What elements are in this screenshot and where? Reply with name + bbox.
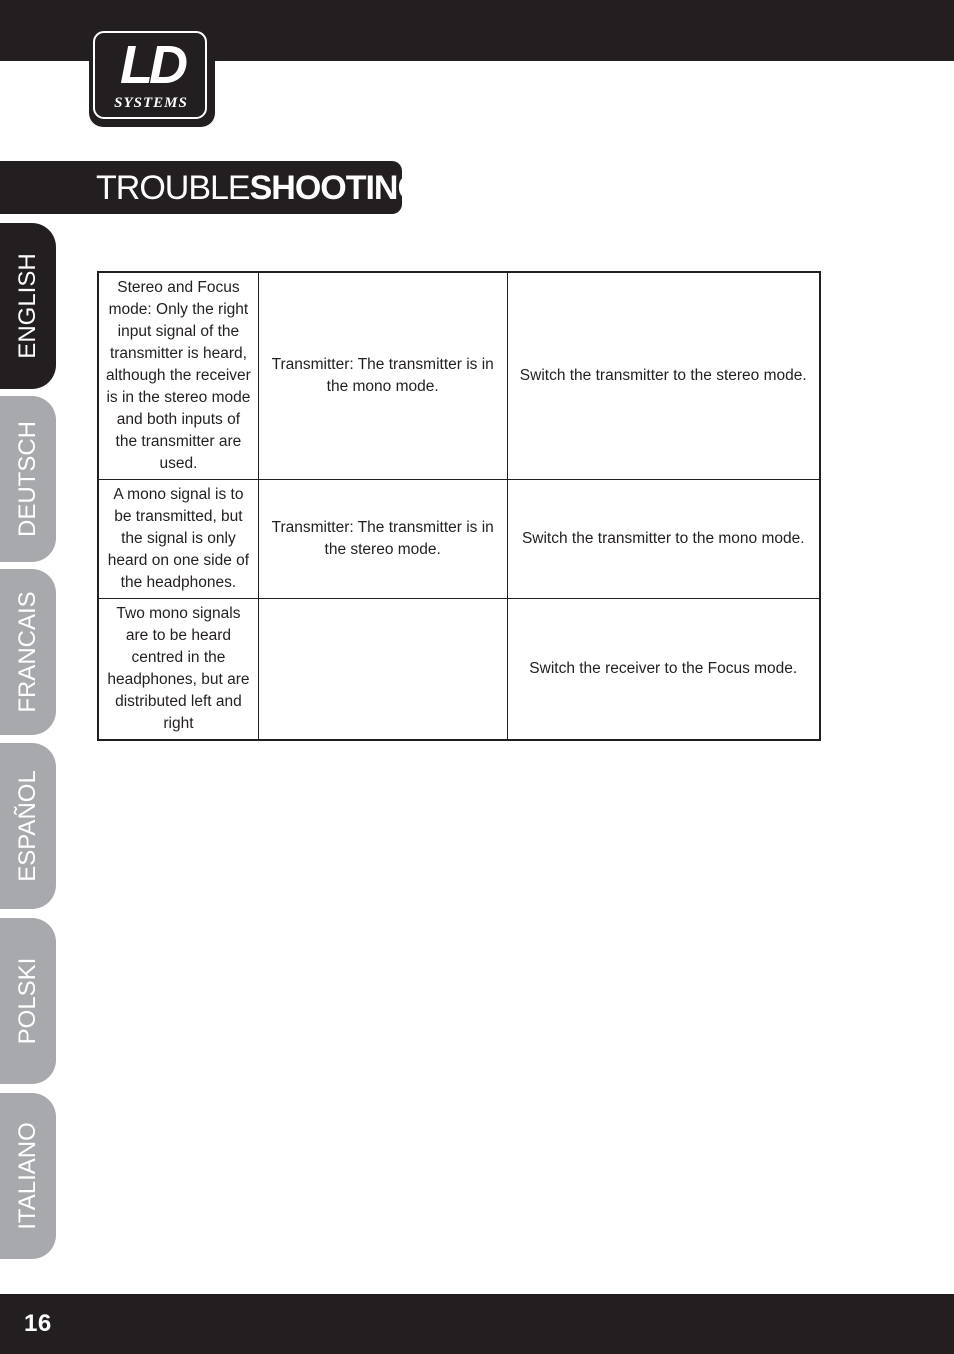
table-row xyxy=(98,272,820,480)
table-row xyxy=(98,480,820,599)
title-bold-part: SHOOTING: xyxy=(249,169,434,207)
language-tab-label: ITALIANO xyxy=(14,1122,41,1230)
language-tab-label: ESPAÑOL xyxy=(14,770,41,882)
cause-cell: Transmitter: The transmitter is in the stereo mode. xyxy=(258,480,507,599)
page-title xyxy=(96,169,433,207)
cause-cell: Transmitter: The transmitter is in the mono mode. xyxy=(258,272,507,480)
ld-systems-logo xyxy=(89,27,215,127)
cause-cell xyxy=(258,599,507,741)
language-tab-label: DEUTSCH xyxy=(14,420,41,538)
solution-cell: Switch the transmitter to the stereo mode. xyxy=(507,272,820,480)
solution-cell: Switch the transmitter to the mono mode. xyxy=(507,480,820,599)
footer-bar xyxy=(0,1294,954,1354)
table-row xyxy=(98,599,820,741)
language-tab-label: FRANCAIS xyxy=(14,591,41,713)
title-light-part: TROUBLE xyxy=(96,169,250,207)
page-number: 16 xyxy=(24,1310,52,1337)
solution-cell: Switch the receiver to the Focus mode. xyxy=(507,599,820,741)
logo-mark: LD xyxy=(120,35,184,95)
language-tab-francais[interactable] xyxy=(0,569,56,735)
language-tab-label: POLSKI xyxy=(14,957,41,1045)
problem-cell: Stereo and Focus mode: Only the right input signal of the transmitter is heard, although the receiver is in the stereo mode and both inputs of the transmitter are used. xyxy=(98,272,258,480)
problem-cell: A mono signal is to be transmitted, but the signal is only heard on one side of the headphones. xyxy=(98,480,258,599)
language-tab-polski[interactable] xyxy=(0,918,56,1084)
language-tab-english[interactable] xyxy=(0,223,56,389)
section-title-banner xyxy=(0,161,434,214)
problem-cell: Two mono signals are to be heard centred in the headphones, but are distributed left and right xyxy=(98,599,258,741)
troubleshooting-table xyxy=(97,271,821,741)
logo-subtitle: SYSTEMS xyxy=(114,95,188,111)
language-tab-label: ENGLISH xyxy=(14,253,41,359)
logo-frame xyxy=(93,31,207,119)
language-tab-italiano[interactable] xyxy=(0,1093,56,1259)
language-tab-deutsch[interactable] xyxy=(0,396,56,562)
language-tab-espanol[interactable] xyxy=(0,743,56,909)
